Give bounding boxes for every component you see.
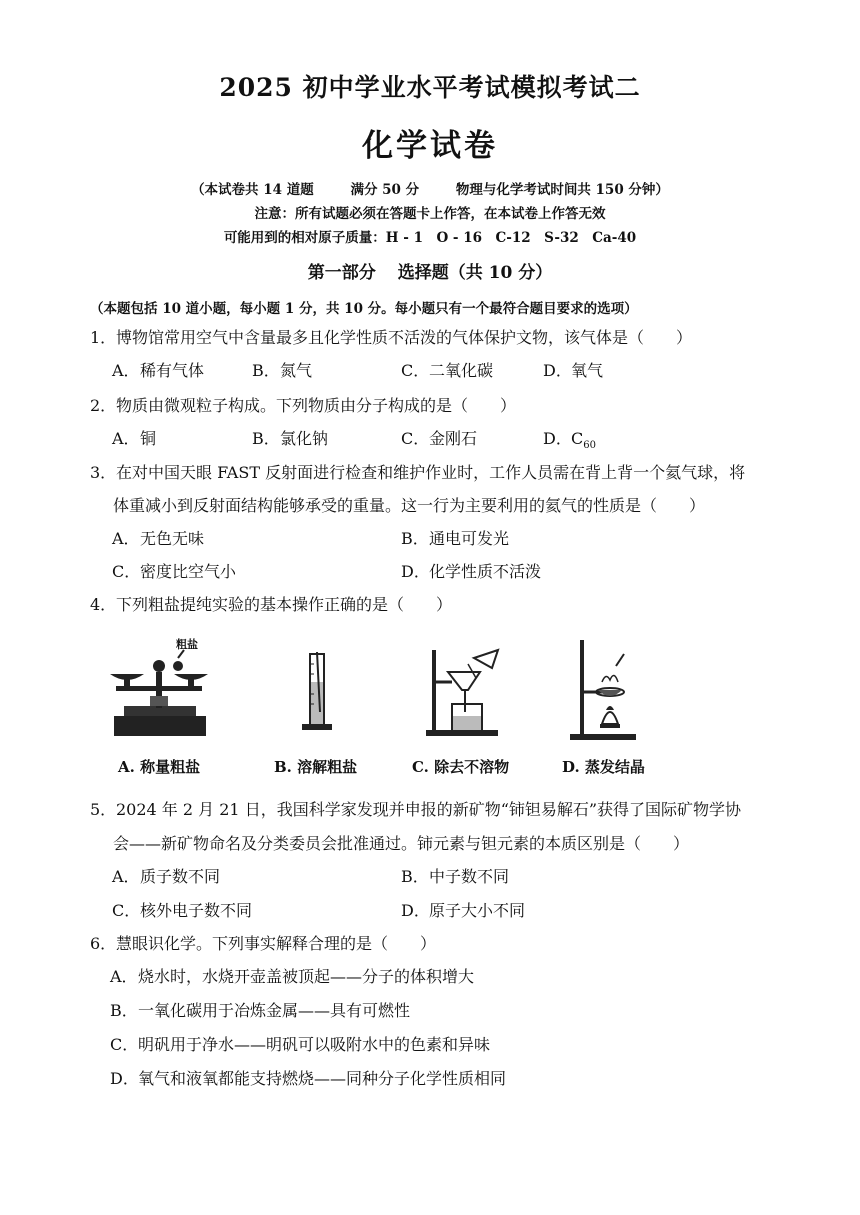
question-number: 1． bbox=[90, 328, 117, 347]
option-b: B．氮气 bbox=[252, 361, 313, 380]
option-d: D．氧气 bbox=[543, 361, 604, 380]
option-c: C．金刚石 bbox=[401, 429, 478, 448]
question-number: 2． bbox=[90, 396, 117, 415]
question-number: 6． bbox=[90, 934, 117, 953]
question-text: 2024 年 2 月 21 日，我国科学家发现并申报的新矿物“铈钽易解石”获得了国际矿物学协 bbox=[116, 800, 742, 819]
caption-b: B. 溶解粗盐 bbox=[274, 758, 358, 776]
section-name: 选择题（共 10 分） bbox=[397, 263, 553, 283]
section-part: 第一部分 bbox=[307, 263, 376, 283]
option-d: D．原子大小不同 bbox=[401, 901, 526, 920]
question-number: 4． bbox=[90, 595, 117, 614]
option-a: A．烧水时，水烧开壶盖被顶起——分子的体积增大 bbox=[110, 967, 475, 986]
caption-a: A. 称量粗盐 bbox=[118, 758, 201, 776]
option-c: C．密度比空气小 bbox=[112, 562, 237, 581]
question-text: 在对中国天眼 FAST 反射面进行检查和维护作业时，工作人员需在背上背一个氦气球，将 bbox=[116, 463, 746, 482]
question-text: 物质由微观粒子构成。下列物质由分子构成的是（ ） bbox=[116, 396, 517, 415]
notice: 注意：所有试题必须在答题卡上作答，在本试卷上作答无效 bbox=[254, 206, 606, 222]
question-5 bbox=[90, 797, 741, 820]
graduated-cylinder-figure bbox=[296, 652, 346, 734]
subscript: 60 bbox=[583, 440, 596, 452]
question-2 bbox=[90, 393, 516, 416]
section-note: （本题包括 10 道小题，每小题 1 分，共 10 分。每小题只有一个最符合题目要求的选项） bbox=[90, 301, 638, 317]
option-a: A．稀有气体 bbox=[112, 361, 205, 380]
balance-scale-figure bbox=[104, 636, 214, 742]
section-title bbox=[0, 258, 860, 283]
option-b: B．中子数不同 bbox=[401, 867, 510, 886]
caption-c: C. 除去不溶物 bbox=[412, 758, 510, 776]
option-c: C．二氧化碳 bbox=[401, 361, 494, 380]
option-c: C．核外电子数不同 bbox=[112, 901, 253, 920]
option-b: B．通电可发光 bbox=[401, 529, 510, 548]
option-b: B．一氧化碳用于冶炼金属——具有可燃性 bbox=[110, 1001, 411, 1020]
filtration-figure bbox=[418, 642, 508, 742]
coarse-salt-label: 粗盐 bbox=[176, 638, 198, 651]
evaporation-figure bbox=[566, 636, 640, 744]
option-d: D．$C_{60}$ bbox=[543, 429, 596, 452]
question-text: 下列粗盐提纯实验的基本操作正确的是（ ） bbox=[116, 595, 453, 614]
question-number: 5． bbox=[90, 800, 117, 819]
option-b: B．氯化钠 bbox=[252, 429, 329, 448]
exam-title: 2025 初中学业水平考试模拟考试二 bbox=[219, 73, 641, 102]
question-text: 博物馆常用空气中含量最多且化学性质不活泼的气体保护文物，该气体是（ ） bbox=[116, 328, 693, 347]
option-d: D．氧气和液氧都能支持燃烧——同种分子化学性质相同 bbox=[110, 1069, 507, 1088]
atomic-masses: 可能用到的相对原子质量：H - 1 O - 16 C-12 S-32 Ca-40 bbox=[223, 230, 637, 246]
option-a: A．铜 bbox=[112, 429, 157, 448]
full-score: 满分 50 分 bbox=[350, 182, 420, 198]
question-text: 慧眼识化学。下列事实解释合理的是（ ） bbox=[116, 934, 437, 953]
exam-duration: 物理与化学考试时间共 150 分钟） bbox=[455, 182, 669, 198]
question-count: （本试卷共 14 道题 bbox=[191, 182, 314, 198]
question-6 bbox=[90, 931, 436, 954]
question-3 bbox=[90, 460, 745, 483]
question-4 bbox=[90, 592, 452, 615]
question-text-continued: 体重减小到反射面结构能够承受的重量。这一行为主要利用的氦气的性质是（ ） bbox=[113, 496, 706, 515]
question-number: 3． bbox=[90, 463, 117, 482]
exam-info bbox=[0, 178, 860, 198]
caption-d: D. 蒸发结晶 bbox=[562, 758, 645, 776]
option-c: C．明矾用于净水——明矾可以吸附水中的色素和异味 bbox=[110, 1035, 491, 1054]
option-a: A．无色无味 bbox=[112, 529, 205, 548]
option-a: A．质子数不同 bbox=[112, 867, 221, 886]
subject-title: 化学试卷 bbox=[362, 128, 498, 164]
option-d: D．化学性质不活泼 bbox=[401, 562, 542, 581]
question-1 bbox=[90, 325, 692, 348]
question-text-continued: 会——新矿物命名及分类委员会批准通过。铈元素与钽元素的本质区别是（ ） bbox=[113, 834, 690, 853]
